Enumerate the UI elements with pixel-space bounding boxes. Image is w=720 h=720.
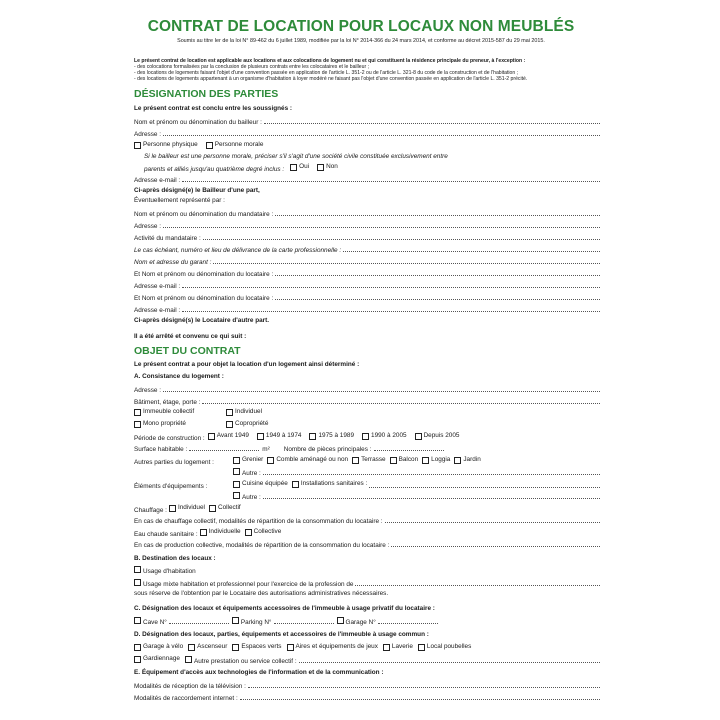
checkbox-parking[interactable]: Parking N° xyxy=(240,619,272,626)
checkbox-personne-morale[interactable]: Personne morale xyxy=(206,140,264,150)
checkbox-chauffage-collectif[interactable]: Collectif xyxy=(209,503,241,513)
checkbox-periode[interactable]: Avant 1949 xyxy=(208,431,249,441)
field-carte-pro[interactable]: Le cas échéant, numéro et lieu de délivrance de la carte professionnelle : xyxy=(134,244,600,254)
periode-row: Période de construction : Avant 1949 1949 à 1974 1975 à 1989 1990 à 2005 Depuis 2005 xyxy=(134,432,460,442)
field-batiment[interactable]: Bâtiment, étage, porte : xyxy=(134,396,600,406)
checkbox-commun[interactable]: Aires et équipements de jeux xyxy=(287,642,378,652)
checkbox-individuel[interactable]: Individuel xyxy=(226,407,262,417)
field-usage-mixte[interactable]: Usage mixte habitation et professionnel pour l'exercice de la profession de xyxy=(134,578,600,588)
bailleur-type-row xyxy=(134,140,600,150)
intro-notice xyxy=(134,58,604,82)
checkbox-cuisine[interactable]: Cuisine équipée xyxy=(233,479,288,489)
locataire-designe: Ci-après désigné(s) le Locataire d'autre part. xyxy=(134,317,270,324)
checkbox-partie[interactable]: Comble aménagé ou non xyxy=(267,455,348,465)
checkbox-partie[interactable]: Balcon xyxy=(390,455,419,465)
field-internet[interactable]: Modalités de raccordement internet : xyxy=(134,692,600,702)
subsection-d-title: D. Désignation des locaux, parties, équipements et accessoires de l'immeuble à usage commun : xyxy=(134,631,429,638)
checkbox-garage[interactable]: Garage N° xyxy=(345,619,376,626)
checkbox-partie[interactable]: Grenier xyxy=(233,455,263,465)
regime-row xyxy=(134,419,600,429)
field-bailleur-adresse[interactable]: Adresse : xyxy=(134,128,600,138)
sci-question: parents et alliés jusqu'au quatrième degré inclus : Oui Non xyxy=(144,163,338,173)
checkbox-periode[interactable]: 1990 à 2005 xyxy=(362,431,407,441)
section-heading-objet: OBJET DU CONTRAT xyxy=(134,345,241,357)
parties-lead: Le présent contrat est conclu entre les soussignés : xyxy=(134,105,293,112)
page-subtitle: Soumis au titre Ier de la loi N° 89-462 du 6 juillet 1989, modifiée par la loi N° 2014-366 du 24 mars 2014, et conforme au décret 2015-587 du 29 mai 2015. xyxy=(177,38,545,44)
checkbox-periode[interactable]: Depuis 2005 xyxy=(415,431,460,441)
eau-chaude-row: Eau chaude sanitaire : Individuelle Collective xyxy=(134,528,282,538)
surface-row[interactable]: Surface habitable : m² Nombre de pièces principales : xyxy=(134,443,600,453)
communs-row xyxy=(134,642,600,652)
field-locataire1-nom[interactable]: Et Nom et prénom ou dénomination du locataire : xyxy=(134,268,600,278)
objet-lead: Le présent contrat a pour objet la location d'un logement ainsi déterminé : xyxy=(134,361,360,368)
page-title: CONTRAT DE LOCATION POUR LOCAUX NON MEUBLÉS xyxy=(147,18,575,35)
checkbox-periode[interactable]: 1949 à 1974 xyxy=(257,431,302,441)
checkbox-commun[interactable]: Espaces verts xyxy=(232,642,281,652)
checkbox-sanitaires[interactable]: Installations sanitaires : xyxy=(292,479,367,489)
equipements-row: Éléments d'équipements : Cuisine équipée Installations sanitaires : xyxy=(134,479,600,489)
privatif-row xyxy=(134,616,600,626)
field-mandataire-activite[interactable]: Activité du mandataire : xyxy=(134,232,600,242)
intro-line: - des locations de logements appartenant à un organisme d'habitation à loyer modéré ne faisant pas l'objet d'une convention passée en application de l'article L. 351-2 précité. xyxy=(134,76,528,83)
subsection-e-title: E. Équipement d'accès aux technologies de l'information et de la communication : xyxy=(134,669,384,676)
field-television[interactable]: Modalités de réception de la télévision : xyxy=(134,680,600,690)
checkbox-oui[interactable]: Oui xyxy=(290,162,309,172)
field-locataire2-nom[interactable]: Et Nom et prénom ou dénomination du locataire : xyxy=(134,292,600,302)
contract-page xyxy=(118,0,604,720)
intro-line: - des locations de logements faisant l'objet d'une convention passée en application de l'article L. 351-2 ou de l'article L. 321-8 du code de la construction et de l'habitation ; xyxy=(134,70,519,77)
field-locataire2-email[interactable]: Adresse e-mail : xyxy=(134,304,600,314)
field-locataire1-email[interactable]: Adresse e-mail : xyxy=(134,280,600,290)
checkbox-non[interactable]: Non xyxy=(317,162,338,172)
field-represente[interactable]: Éventuellement représenté par : xyxy=(134,197,225,204)
sci-note: Si le bailleur est une personne morale, préciser s'il s'agit d'une société civile constituée exclusivement entre xyxy=(144,153,448,160)
field-logement-adresse[interactable]: Adresse : xyxy=(134,384,600,394)
checkbox-gardiennage[interactable]: Gardiennage xyxy=(134,654,180,664)
checkbox-cave[interactable]: Cave N° xyxy=(143,619,167,626)
checkbox-commun[interactable]: Local poubelles xyxy=(418,642,471,652)
checkbox-commun[interactable]: Laverie xyxy=(383,642,413,652)
subsection-b-title: B. Destination des locaux : xyxy=(134,555,216,562)
checkbox-immeuble-collectif[interactable]: Immeuble collectif xyxy=(134,407,218,417)
checkbox-partie[interactable]: Jardin xyxy=(454,455,480,465)
section-heading-parties: DÉSIGNATION DES PARTIES xyxy=(134,88,279,100)
checkbox-eau-collective[interactable]: Collective xyxy=(245,527,282,537)
subsection-a-title: A. Consistance du logement : xyxy=(134,373,224,380)
intro-line: - des colocations formalisées par la conclusion de plusieurs contrats entre les colocataires et le bailleur ; xyxy=(134,64,369,71)
checkbox-chauffage-individuel[interactable]: Individuel xyxy=(169,503,205,513)
checkbox-mono-propriete[interactable]: Mono propriété xyxy=(134,419,218,429)
field-autre-partie[interactable]: Autre : xyxy=(134,467,600,477)
field-bailleur-nom[interactable]: Nom et prénom ou dénomination du bailleur : xyxy=(134,116,600,126)
field-autre-equipement[interactable]: Autre : xyxy=(134,491,600,501)
checkbox-eau-individuelle[interactable]: Individuelle xyxy=(200,527,241,537)
field-bailleur-email[interactable]: Adresse e-mail : xyxy=(134,174,600,184)
autres-parties-row: Autres parties du logement : Grenier Comble aménagé ou non Terrasse Balcon Loggia Jardin xyxy=(134,456,481,466)
immeuble-type-row xyxy=(134,407,600,417)
field-garant[interactable]: Nom et adresse du garant : xyxy=(134,256,600,266)
checkbox-periode[interactable]: 1975 à 1989 xyxy=(309,431,354,441)
intro-line: Le présent contrat de location est applicable aux locations et aux colocations de logement nu et qui constituent la résidence principale du preneur, à l'exception : xyxy=(134,58,526,64)
checkbox-copropriete[interactable]: Copropriété xyxy=(226,419,268,429)
checkbox-partie[interactable]: Loggia xyxy=(422,455,450,465)
field-chauffage-modalites[interactable]: En cas de chauffage collectif, modalités de répartition de la consommation du locataire : xyxy=(134,515,600,525)
field-production-collective[interactable]: En cas de production collective, modalités de répartition de la consommation du locataire : xyxy=(134,539,600,549)
bailleur-designe: Ci-après désigné(e) le Bailleur d'une part, xyxy=(134,187,260,194)
checkbox-commun[interactable]: Ascenseur xyxy=(188,642,227,652)
autre-prestation-row[interactable]: Gardiennage Autre prestation ou service collectif : xyxy=(134,654,600,664)
field-mandataire-nom[interactable]: Nom et prénom ou dénomination du mandataire : xyxy=(134,208,600,218)
subsection-c-title: C. Désignation des locaux et équipements accessoires de l'immeuble à usage privatif du locataire : xyxy=(134,605,435,612)
convenu-statement: Il a été arrêté et convenu ce qui suit : xyxy=(134,333,247,340)
checkbox-partie[interactable]: Terrasse xyxy=(352,455,386,465)
usage-reserve: sous réserve de l'obtention par le Locataire des autorisations administratives nécessaires. xyxy=(134,590,389,597)
field-mandataire-adresse[interactable]: Adresse : xyxy=(134,220,600,230)
checkbox-usage-habitation[interactable]: Usage d'habitation xyxy=(134,566,600,576)
chauffage-row: Chauffage : Individuel Collectif xyxy=(134,504,241,514)
checkbox-personne-physique[interactable]: Personne physique xyxy=(134,140,198,150)
checkbox-commun[interactable]: Garage à vélo xyxy=(134,642,183,652)
